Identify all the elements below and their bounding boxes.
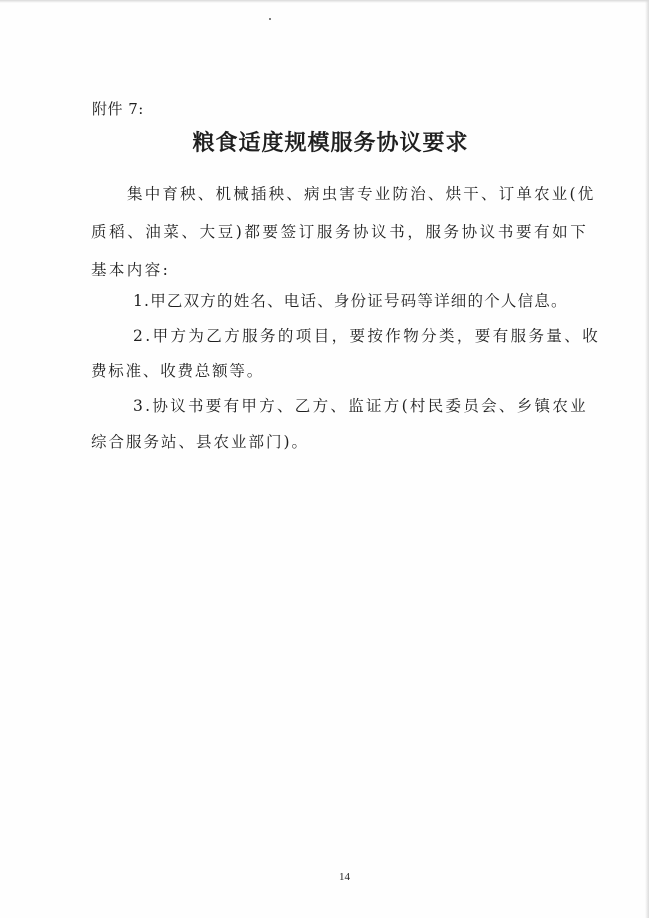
requirement-item-2-line-2: 费标准、收费总额等。 <box>91 362 265 380</box>
intro-line-2: 质稻、油菜、大豆)都要签订服务协议书，服务协议书要有如下 <box>91 223 589 241</box>
attachment-label: 附件 7: <box>92 100 144 118</box>
scan-edge-top <box>0 0 649 3</box>
requirement-item-2-line-1: 2.甲方为乙方服务的项目，要按作物分类，要有服务量、收 <box>133 327 601 345</box>
intro-line-1: 集中育秧、机械插秧、病虫害专业防治、烘干、订单农业(优 <box>127 185 596 203</box>
document-title: 粮食适度规模服务协议要求 <box>192 130 469 156</box>
requirement-item-3-line-2: 综合服务站、县农业部门)。 <box>91 433 310 451</box>
intro-line-3: 基本内容: <box>91 261 171 279</box>
page-number: 14 <box>339 871 350 883</box>
requirement-item-1-line-1: 1.甲乙双方的姓名、电话、身份证号码等详细的个人信息。 <box>133 292 568 310</box>
requirement-item-3-line-1: 3.协议书要有甲方、乙方、监证方(村民委员会、乡镇农业 <box>133 397 588 415</box>
scan-speck <box>269 18 271 20</box>
